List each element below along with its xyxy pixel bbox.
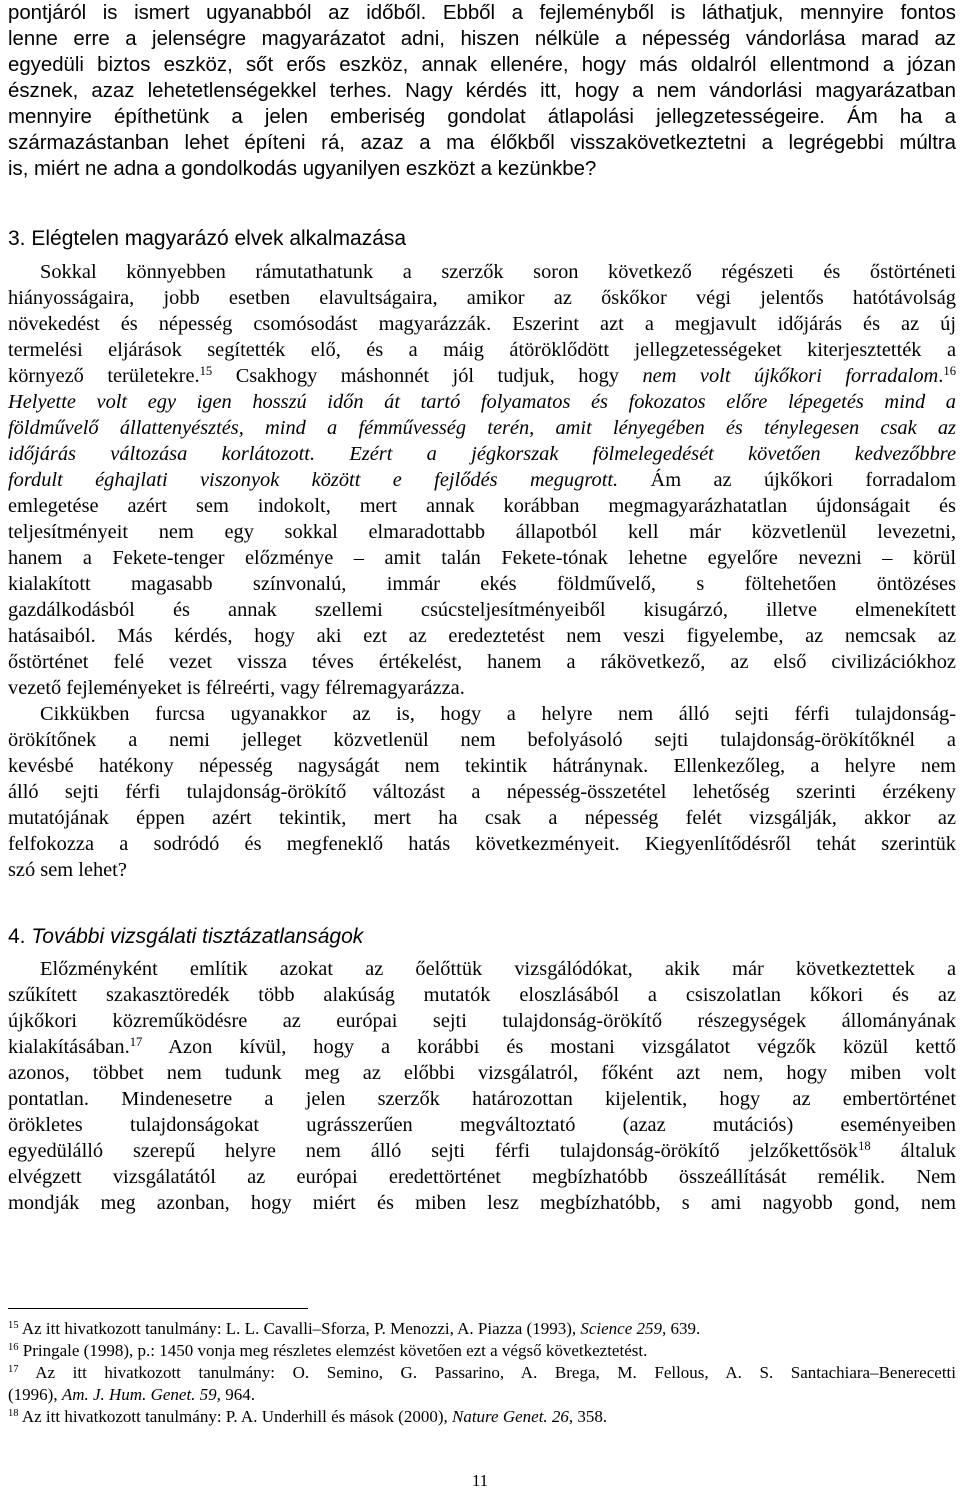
paragraph-line: hiányosságaira, jobb esetben elavultságaira, amikor az őskőkor végi jelentős hatótávolság (8, 287, 956, 309)
paragraph-line: szó sem lehet? (8, 859, 127, 881)
emphasis: nem volt újkőkori forradalom (642, 365, 939, 387)
footnote-text: Az itt hivatkozott tanulmány: P. A. Underhill és mások (2000), (18, 1407, 452, 1426)
text-run: . (938, 365, 944, 387)
paragraph-line: földművelő állattenyésztés, mind a fémművesség terén, amit lényegében és ténylegesen csak az (8, 417, 956, 439)
footnote-ref[interactable]: 17 (129, 1035, 143, 1050)
section-heading: 3. Elégtelen magyarázó elvek alkalmazása (8, 227, 407, 250)
paragraph-line (8, 363, 956, 389)
footnote-text: Az itt hivatkozott tanulmány: L. L. Cavalli–Sforza, P. Menozzi, A. Piazza (1993), (18, 1319, 581, 1338)
footnote-separator (8, 1308, 308, 1309)
footnote-journal: Nature Genet. 26, (451, 1407, 574, 1426)
paragraph-line: elvégzett vizsgálatától az európai eredettörténet megbízhatóbb összeállítását remélik. Nem (8, 1166, 956, 1188)
paragraph-line: pontatlan. Mindenesetre a jelen szerzők határozottan kijelentik, hogy az embertörténet (8, 1088, 956, 1110)
page-number: 11 (471, 1471, 489, 1490)
paragraph-line: kevésbé hatékony népesség nagyságát nem tekintik hátránynak. Ellenkezőleg, a helyre nem (8, 755, 956, 777)
paragraph-line: is, miért ne adna a gondolkodás ugyanilyen eszközt a kezünkbe? (8, 158, 597, 180)
footnote-ref[interactable]: 16 (943, 364, 957, 379)
footnote-number: 17 (8, 1364, 19, 1376)
paragraph-line: szűkített szakasztöredék több alakúság mutatók eloszlásából a csiszolatlan kőkori és az (8, 984, 956, 1006)
paragraph-line (8, 441, 956, 467)
footnote-18 (8, 1406, 956, 1428)
paragraph-line: származástanban lehet építeni rá, azaz a ma élőkből visszakövetkeztetni a legrégebbi múltra (8, 132, 956, 154)
paragraph-line: kialakított magasabb színvonalú, immár ekés földművelő, s föltehetően öntözéses (8, 573, 956, 595)
footnote-text: Az itt hivatkozott tanulmány: O. Semino, G. Passarino, A. Brega, M. Fellous, A. S. Santachiara–Benerecetti (18, 1363, 956, 1382)
paragraph-line (8, 1138, 956, 1164)
text-run: környező területekre. (8, 365, 200, 387)
heading-number: 4. (8, 925, 32, 948)
text-run: kialakításában. (8, 1036, 130, 1058)
footnote-number: 16 (8, 1342, 19, 1354)
footnote-number: 15 (8, 1320, 19, 1332)
paragraph-line: emlegetése azért sem indokolt, mert annak korábban megmagyarázhatatlan újdonságait és (8, 495, 956, 517)
emphasis: fordult éghajlati viszonyok között e fejlődés megugrott. (8, 469, 619, 491)
footnote-17-cont (8, 1384, 956, 1406)
footnote-number: 18 (8, 1408, 19, 1420)
text-run: Ám az újkőkori forradalom (618, 469, 956, 491)
footnote-journal: Science 259, (580, 1319, 667, 1338)
paragraph-line: Helyette volt egy igen hosszú időn át tartó folyamatos és fokozatos előre lépegetés mind a (8, 391, 956, 413)
paragraph-line: teljesítményeit nem egy sokkal elmaradottabb állapotból kell már közvetlenül levezetni, (8, 521, 956, 543)
footnote-text: Pringale (1998), p.: 1450 vonja meg részletes elemzést követően ezt a végső következtetést. (18, 1341, 648, 1360)
heading-text: További vizsgálati tisztázatlanságok (31, 925, 364, 948)
paragraph-line: észnek, azaz lehetetlenségekkel terhes. Nagy kérdés itt, hogy a nem vándorlási magyarázatban (8, 80, 956, 102)
paragraph-line: örökítőnek a nemi jelleget közvetlenül nem befolyásoló sejti tulajdonság-örökítőknél a (8, 729, 956, 751)
footnote-ref[interactable]: 18 (858, 1139, 871, 1154)
emphasis: Ezért a jégkorszak fölmelegedését követően kedvezőbbre (315, 443, 956, 465)
paragraph-line: hatásaiból. Más kérdés, hogy aki ezt az eredeztetést nem veszi figyelembe, az nemcsak az (8, 625, 956, 647)
paragraph-line: álló sejti férfi tulajdonság-örökítő változást a népesség-összetétel lehetőség szerinti érzékeny (8, 781, 956, 803)
paragraph-line: vezető fejleményeket is félreérti, vagy félremagyarázza. (8, 677, 465, 699)
footnote-text: 964. (220, 1385, 255, 1404)
paragraph-line (8, 1034, 956, 1060)
footnote-text: (1996), (8, 1385, 62, 1404)
footnote-ref[interactable]: 15 (199, 364, 213, 379)
footnote-16 (8, 1340, 956, 1362)
text-run: egyedülálló szerepű helyre nem álló sejti férfi tulajdonság-örökítő jelzőkettősök (8, 1140, 859, 1162)
footnote-text: 358. (573, 1407, 608, 1426)
paragraph-line: őstörténet felé vezet vissza téves értékelést, hanem a rákövetkező, az első civilizációkhoz (8, 651, 956, 673)
text-run: Csakhogy máshonnét jól tudjuk, hogy (212, 365, 643, 387)
paragraph-line: mutatójának éppen azért tekintik, mert ha csak a népesség felét vizsgálják, akkor az (8, 807, 956, 829)
footnote-text: 639. (666, 1319, 701, 1338)
text-run: általuk (870, 1140, 956, 1162)
paragraph-line: mondják meg azonban, hogy miért és miben lesz megbízhatóbb, s ami nagyobb gond, nem (8, 1192, 956, 1214)
paragraph-line: pontjáról is ismert ugyanabból az időből. Ebből a fejleményből is láthatjuk, mennyire fontos (8, 2, 956, 24)
footnote-17 (8, 1362, 956, 1384)
paragraph-line: újkőkori közreműködésre az európai sejti tulajdonság-örökítő részegységek állományának (8, 1010, 956, 1032)
paragraph-line: egyedüli biztos eszköz, sőt erős eszköz, annak ellenére, hogy más oldalról ellentmond a józan (8, 54, 956, 76)
paragraph-line: lenne erre a jelenségre magyarázatot adni, hiszen nélküle a népesség vándorlása marad az (8, 28, 956, 50)
text-run: Azon kívül, hogy a korábbi és mostani vizsgálatot végzők közül kettő (142, 1036, 956, 1058)
paragraph-line: növekedést és népesség csomósodást magyarázzák. Eszerint azt a megjavult időjárás és az új (8, 313, 956, 335)
paragraph-line: hanem a Fekete-tenger előzménye – amit talán Fekete-tónak lehetne egyelőre nevezni – körül (8, 547, 956, 569)
paragraph-line: termelési eljárások segítették elő, és a máig átöröklődött jellegzetességeket kiterjesztették a (8, 339, 956, 361)
footnote-journal: Am. J. Hum. Genet. 59, (61, 1385, 221, 1404)
paragraph-line: mennyire építhetünk a jelen emberiség gondolat átlapolási jellegzetességeire. Ám ha a (8, 106, 956, 128)
paragraph-line: Sokkal könnyebben rámutathatunk a szerzők soron következő régészeti és őstörténeti (40, 261, 956, 283)
emphasis: időjárás változása korlátozott. (8, 443, 316, 465)
paragraph-line (8, 467, 956, 493)
paragraph-line: Előzményként említik azokat az őelőttük vizsgálódókat, akik már következtettek a (40, 958, 956, 980)
paragraph-line: azonos, többet nem tudunk meg az előbbi vizsgálatról, főként azt nem, hogy miben volt (8, 1062, 956, 1084)
paragraph-line: gazdálkodásból és annak szellemi csúcsteljesítményeiből kisugárzó, illetve elmenekített (8, 599, 956, 621)
section-heading (8, 924, 956, 950)
paragraph-line: Cikkükben furcsa ugyanakkor az is, hogy a helyre nem álló sejti férfi tulajdonság- (40, 703, 956, 725)
paragraph-line: örökletes tulajdonságokat ugrásszerűen megváltoztató (azaz mutációs) eseményeiben (8, 1114, 956, 1136)
paragraph-line: felfokozza a sodródó és megfeneklő hatás következményeit. Kiegyenlítődésről tehát szerintük (8, 833, 956, 855)
footnote-15 (8, 1318, 956, 1340)
